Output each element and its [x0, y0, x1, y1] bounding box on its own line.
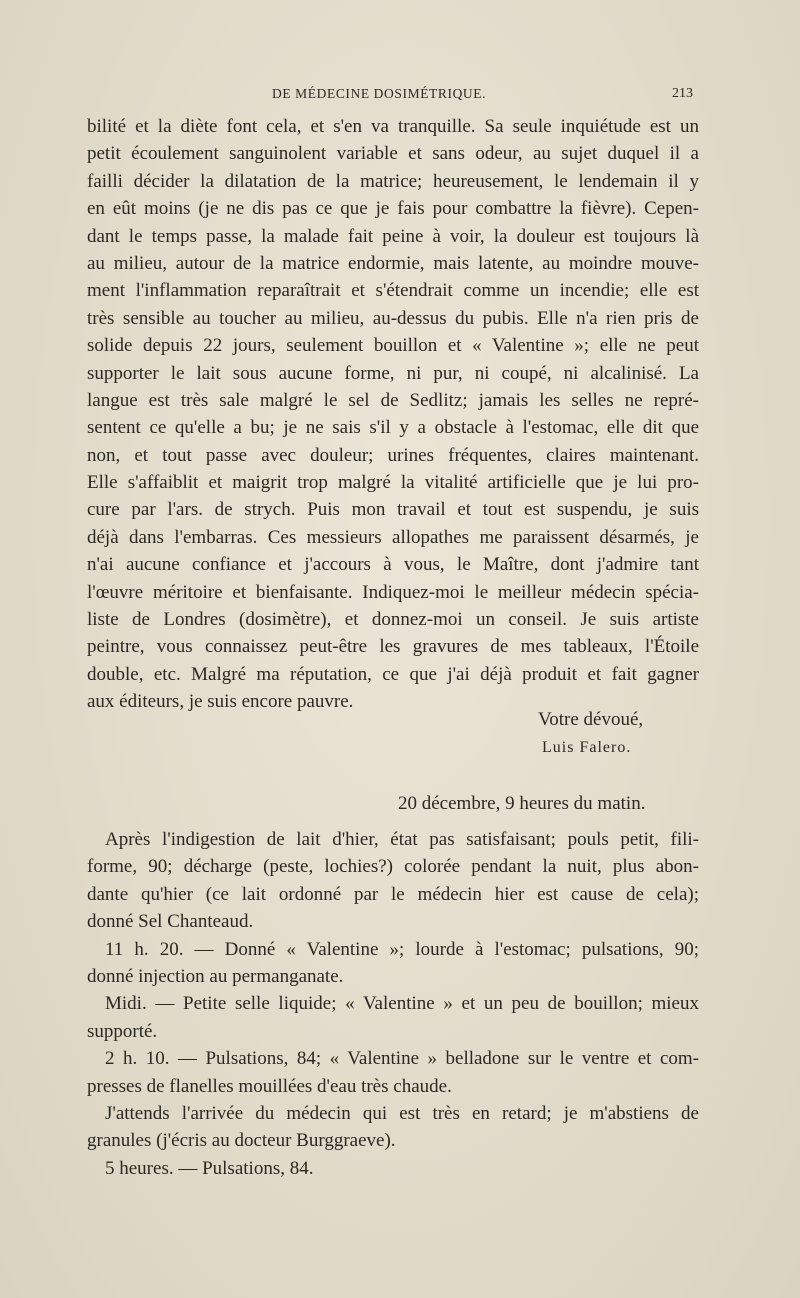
- text-line: non, et tout passe avec douleur; urines fréquentes, claires maintenant.: [87, 444, 699, 466]
- text-line: supporter le lait sous aucune forme, ni pur, ni coupé, ni alcalinisé. La: [87, 362, 699, 384]
- text-line: Midi. — Petite selle liquide; « Valentine » et un peu de bouillon; mieux: [105, 993, 699, 1015]
- text-line: donné Sel Chanteaud.: [87, 911, 254, 933]
- text-line: solide depuis 22 jours, seulement bouillon et « Valentine »; elle ne peut: [87, 335, 699, 357]
- letter-body: [87, 113, 699, 716]
- text-line: aux éditeurs, je suis encore pauvre.: [87, 691, 354, 713]
- text-line: 5 heures. — Pulsations, 84.: [105, 1157, 314, 1179]
- text-line: Elle s'affaiblit et maigrit trop malgré la vitalité artificielle que je lui pro-: [87, 472, 699, 494]
- text-line: cure par l'ars. de strych. Puis mon travail et tout est suspendu, je suis: [87, 499, 699, 521]
- text-line: en eût moins (je ne dis pas ce que je fais pour combattre la fièvre). Cepen-: [87, 198, 699, 220]
- text-line: failli décider la dilatation de la matrice; heureusement, le lendemain il y: [87, 170, 699, 192]
- text-line: sentent ce qu'elle a bu; je ne sais s'il y a obstacle à l'estomac, elle dit que: [87, 417, 699, 439]
- text-line: supporté.: [87, 1020, 158, 1042]
- text-line: dant le temps passe, la malade fait peine à voir, la douleur est toujours là: [87, 225, 699, 247]
- page-number: 213: [672, 86, 693, 101]
- text-line: J'attends l'arrivée du médecin qui est très en retard; je m'abstiens de: [105, 1102, 699, 1124]
- text-line: n'ai aucune confiance et j'accours à vous, le Maître, dont j'admire tant: [87, 554, 699, 576]
- page-header: [0, 86, 800, 110]
- text-line: double, etc. Malgré ma réputation, ce que j'ai déjà produit et fait gagner: [87, 663, 699, 685]
- text-line: déjà dans l'embarras. Ces messieurs allopathes me paraissent désarmés, je: [87, 526, 699, 548]
- letter-signature-block: [538, 706, 738, 762]
- text-line: au milieu, autour de la matrice endormie, mais latente, au moindre mouve-: [87, 252, 699, 274]
- text-line: donné injection au permanganate.: [87, 965, 344, 987]
- text-line: ment l'inflammation reparaîtrait et s'étendrait comme un incendie; elle est: [87, 280, 699, 302]
- text-line: forme, 90; décharge (peste, lochies?) colorée pendant la nuit, plus abon-: [87, 856, 699, 878]
- text-line: Après l'indigestion de lait d'hier, état pas satisfaisant; pouls petit, fili-: [105, 829, 699, 850]
- text-line: presses de flanelles mouillées d'eau très chaude.: [87, 1075, 452, 1097]
- text-line: granules (j'écris au docteur Burggraeve).: [87, 1130, 396, 1152]
- letter-signature: Luis Falero.: [542, 739, 632, 756]
- text-line: langue est très sale malgré le sel de Sedlitz; jamais les selles ne repré-: [87, 389, 699, 411]
- text-line: petit écoulement sanguinolent variable et sans odeur, au sujet duquel il a: [87, 143, 699, 165]
- text-line: 2 h. 10. — Pulsations, 84; « Valentine » belladone sur le ventre et com-: [105, 1048, 699, 1070]
- journal-body: [87, 826, 699, 1182]
- text-line: 11 h. 20. — Donné « Valentine »; lourde à l'estomac; pulsations, 90;: [105, 938, 699, 960]
- text-line: peintre, vous connaissez peut-être les gravures de mes tableaux, l'Étoile: [87, 636, 699, 658]
- text-line: l'œuvre méritoire et bienfaisante. Indiquez-moi le meilleur médecin spécia-: [87, 581, 699, 603]
- letter-closing: Votre dévoué,: [538, 709, 644, 730]
- text-line: dante qu'hier (ce lait ordonné par le médecin hier est cause de cela);: [87, 883, 699, 905]
- journal-dateline: 20 décembre, 9 heures du matin.: [398, 793, 646, 814]
- running-head: DE MÉDECINE DOSIMÉTRIQUE.: [272, 86, 487, 101]
- text-line: liste de Londres (dosimètre), et donnez-moi un conseil. Je suis artiste: [87, 609, 699, 631]
- text-line: bilité et la diète font cela, et s'en va tranquille. Sa seule inquiétude est un: [87, 116, 699, 137]
- text-line: très sensible au toucher au milieu, au-dessus du pubis. Elle n'a rien pris de: [87, 307, 699, 329]
